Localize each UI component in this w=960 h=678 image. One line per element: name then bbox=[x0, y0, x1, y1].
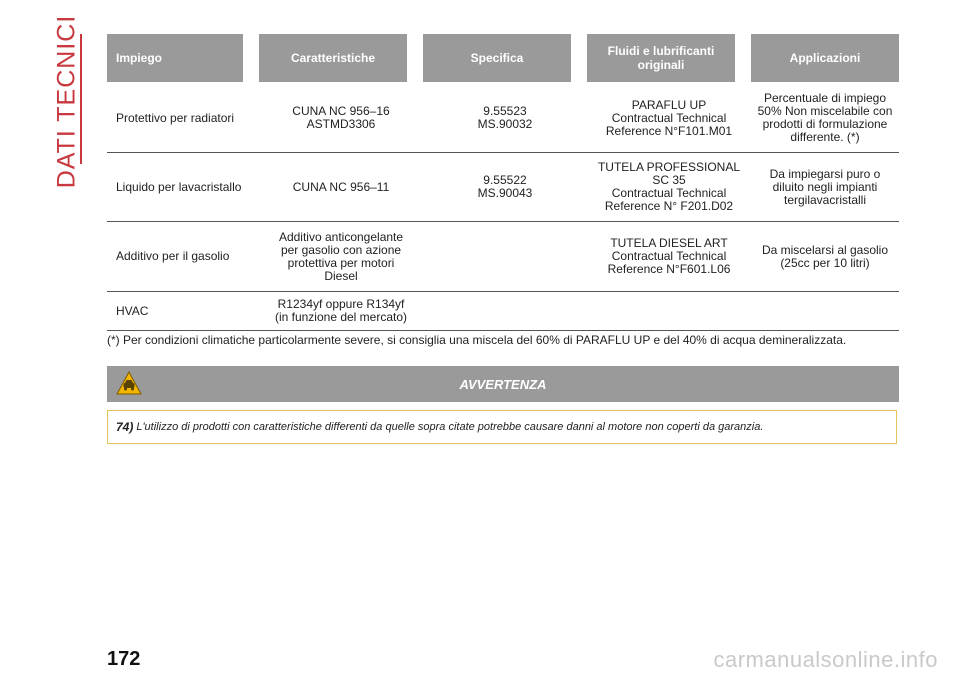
table-header-row bbox=[107, 34, 899, 84]
table-cell: Protettivo per radiatori bbox=[107, 84, 259, 153]
table-cell: TUTELA PROFESSIONAL SC 35 Contractual Technical Reference N° F201.D02 bbox=[587, 153, 751, 222]
table-row bbox=[107, 84, 899, 153]
warning-number: 74) bbox=[116, 420, 134, 434]
section-title-divider bbox=[80, 34, 82, 164]
table-cell: Additivo anticongelante per gasolio con azione protettiva per motori Diesel bbox=[259, 222, 423, 292]
car-warning-icon bbox=[115, 370, 143, 398]
watermark: carmanualsonline.info bbox=[713, 647, 938, 672]
warning-box bbox=[107, 410, 897, 444]
section-title-text: DATI TECNICI bbox=[52, 14, 81, 188]
table-cell: CUNA NC 956–11 bbox=[259, 153, 423, 222]
table-cell bbox=[423, 292, 587, 331]
table-cell: R1234yf oppure R134yf (in funzione del mercato) bbox=[259, 292, 423, 331]
fluids-table bbox=[107, 34, 899, 331]
table-cell: Percentuale di impiego 50% Non miscelabile con prodotti di formulazione differente. (*) bbox=[751, 84, 899, 153]
table-cell: Da miscelarsi al gasolio (25cc per 10 litri) bbox=[751, 222, 899, 292]
table-cell bbox=[587, 292, 751, 331]
header-fluidi: Fluidi e lubrificanti originali bbox=[587, 34, 751, 84]
table-cell bbox=[423, 222, 587, 292]
table-cell: 9.55523 MS.90032 bbox=[423, 84, 587, 153]
header-applicazioni: Applicazioni bbox=[751, 34, 899, 84]
table-footnote: (*) Per condizioni climatiche particolarmente severe, si consiglia una miscela del 60% di PARAFLU UP e del 40% di acqua demineralizzata. bbox=[107, 333, 847, 347]
table-cell: PARAFLU UP Contractual Technical Reference N°F101.M01 bbox=[587, 84, 751, 153]
table-cell: HVAC bbox=[107, 292, 259, 331]
page-number: 172 bbox=[107, 648, 141, 670]
table-cell: TUTELA DIESEL ART Contractual Technical Reference N°F601.L06 bbox=[587, 222, 751, 292]
warning-title: AVVERTENZA bbox=[459, 376, 547, 392]
table-cell bbox=[751, 292, 899, 331]
header-specifica: Specifica bbox=[423, 34, 587, 84]
warning-header bbox=[107, 366, 899, 402]
table-cell: CUNA NC 956–16 ASTMD3306 bbox=[259, 84, 423, 153]
table-row bbox=[107, 222, 899, 292]
warning-text: L'utilizzo di prodotti con caratteristiche differenti da quelle sopra citate potrebbe causare danni al motore non coperti da garanzia. bbox=[136, 421, 764, 433]
table-row bbox=[107, 153, 899, 222]
table-cell: 9.55522 MS.90043 bbox=[423, 153, 587, 222]
header-caratteristiche: Caratteristiche bbox=[259, 34, 423, 84]
table-row bbox=[107, 292, 899, 331]
section-title bbox=[52, 14, 82, 188]
table-cell: Da impiegarsi puro o diluito negli impianti tergilavacristalli bbox=[751, 153, 899, 222]
table-cell: Additivo per il gasolio bbox=[107, 222, 259, 292]
table-cell: Liquido per lavacristallo bbox=[107, 153, 259, 222]
header-impiego: Impiego bbox=[107, 34, 259, 84]
